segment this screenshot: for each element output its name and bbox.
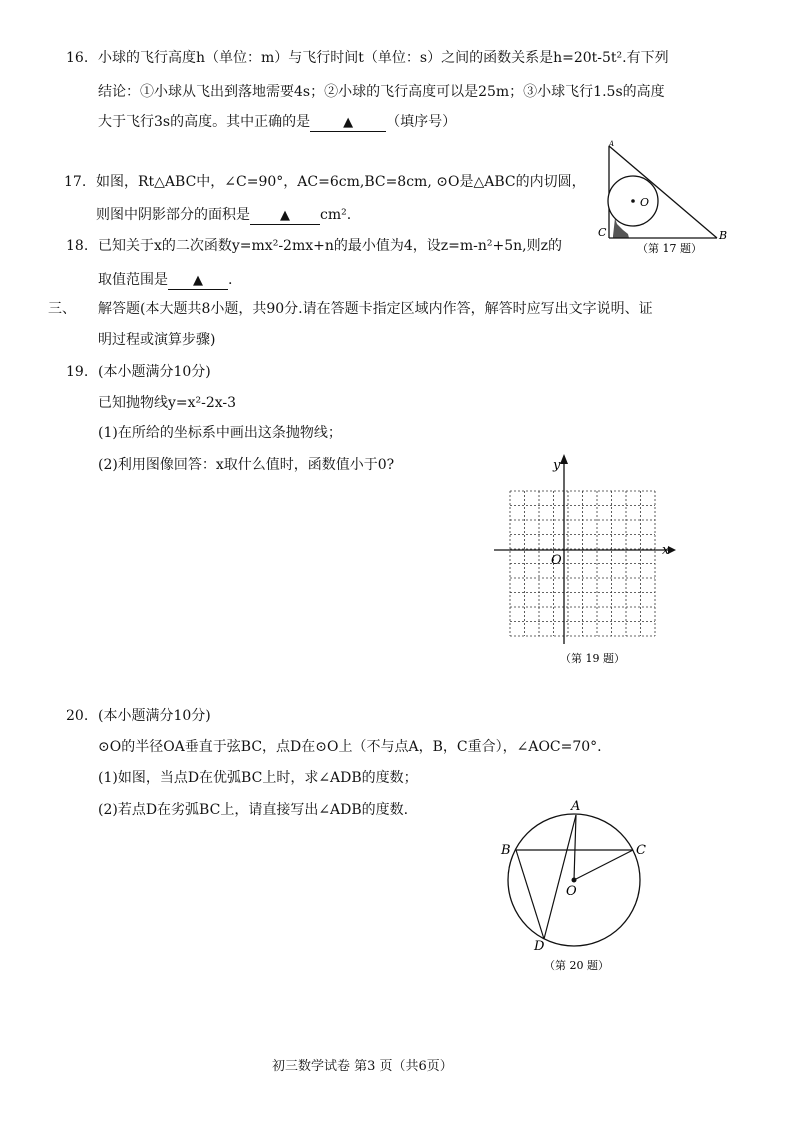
figure-20 xyxy=(486,798,666,978)
q16-line2: 结论：①小球从飞出到落地需要4s；②小球的飞行高度可以是25m；③小球飞行1.5s的高度 xyxy=(98,84,665,100)
q17-line2 xyxy=(96,205,351,225)
label-c: C xyxy=(598,226,607,239)
q17-line2-text: 则图中阴影部分的面积是 xyxy=(96,207,250,223)
label-b: B xyxy=(719,229,728,242)
section3-line1: 解答题(本大题共8小题，共90分.请在答题卡指定区域内作答，解答时应写出文字说明、证 xyxy=(98,301,653,317)
segment-bd xyxy=(516,850,544,939)
label-o: O xyxy=(640,196,650,209)
label-a: A xyxy=(609,140,615,148)
dashed-grid xyxy=(510,491,655,636)
q16-answer-blank: ▲ xyxy=(310,115,386,132)
q17-line1: 如图，Rt△ABC中，∠C=90°，AC=6cm,BC=8cm, ⊙O是△ABC的内切圆， xyxy=(96,174,586,190)
q18-line1: 已知关于x的二次函数y=mx²-2mx+n的最小值为4，设z=m-n²+5n,则z的 xyxy=(98,238,563,254)
q18-line2 xyxy=(98,270,232,290)
label-a: A xyxy=(571,799,581,814)
section3-line2: 明过程或演算步骤) xyxy=(98,332,216,348)
center-o-dot xyxy=(572,878,577,883)
q17-answer-blank: ▲ xyxy=(250,208,320,225)
q20-part2: (2)若点D在劣弧BC上，请直接写出∠ADB的度数. xyxy=(98,802,409,818)
q16-line3-tail: （填序号） xyxy=(386,114,457,130)
q19-part2: (2)利用图像回答：x取什么值时，函数值小于0? xyxy=(98,457,395,473)
q16-line1: 小球的飞行高度h（单位：m）与飞行时间t（单位：s）之间的函数关系是h=20t-5t².有下列 xyxy=(98,50,669,66)
q20-given: ⊙O的半径OA垂直于弦BC，点D在⊙O上（不与点A，B，C重合），∠AOC=70°. xyxy=(98,739,602,755)
label-o: O xyxy=(566,884,577,899)
x-axis-label: x xyxy=(662,543,670,558)
q19-part1: (1)在所给的坐标系中画出这条抛物线； xyxy=(98,425,342,441)
page-footer: 初三数学试卷 第3 页（共6页） xyxy=(272,1059,453,1074)
q18-number: 18. xyxy=(66,238,89,254)
figure-17-caption: （第 17 题） xyxy=(637,242,702,255)
q18-answer-blank: ▲ xyxy=(168,273,228,290)
section3-number: 三、 xyxy=(48,301,76,317)
q16-number: 16. xyxy=(66,50,89,66)
q19-given: 已知抛物线y=x²-2x-3 xyxy=(98,395,237,411)
segment-da xyxy=(544,815,576,939)
label-d: D xyxy=(534,939,545,954)
q19-header: (本小题满分10分) xyxy=(98,364,211,380)
label-b: B xyxy=(501,843,511,858)
q16-line3 xyxy=(98,112,456,132)
q16-line3-text: 大于飞行3s的高度。其中正确的是 xyxy=(98,114,311,130)
segment-oc xyxy=(574,850,633,880)
y-axis-label: y xyxy=(553,458,561,473)
q18-line2-text: 取值范围是 xyxy=(98,272,168,288)
figure-17 xyxy=(595,138,735,260)
center-o-dot xyxy=(631,199,635,203)
q19-number: 19. xyxy=(66,364,89,380)
q20-part1: (1)如图，当点D在优弧BC上时，求∠ADB的度数； xyxy=(98,770,418,786)
q20-number: 20. xyxy=(66,708,89,724)
figure-19-caption: （第 19 题） xyxy=(560,652,625,665)
q17-line2-tail: cm². xyxy=(320,207,352,223)
y-axis-arrow xyxy=(560,454,568,464)
figure-19 xyxy=(480,446,690,671)
q20-header: (本小题满分10分) xyxy=(98,708,211,724)
origin-label: O xyxy=(551,553,562,568)
label-c: C xyxy=(636,843,646,858)
q17-number: 17. xyxy=(64,174,87,190)
figure-20-caption: （第 20 题） xyxy=(544,959,609,972)
q18-line2-tail: . xyxy=(228,272,233,288)
segment-oa xyxy=(574,815,576,880)
